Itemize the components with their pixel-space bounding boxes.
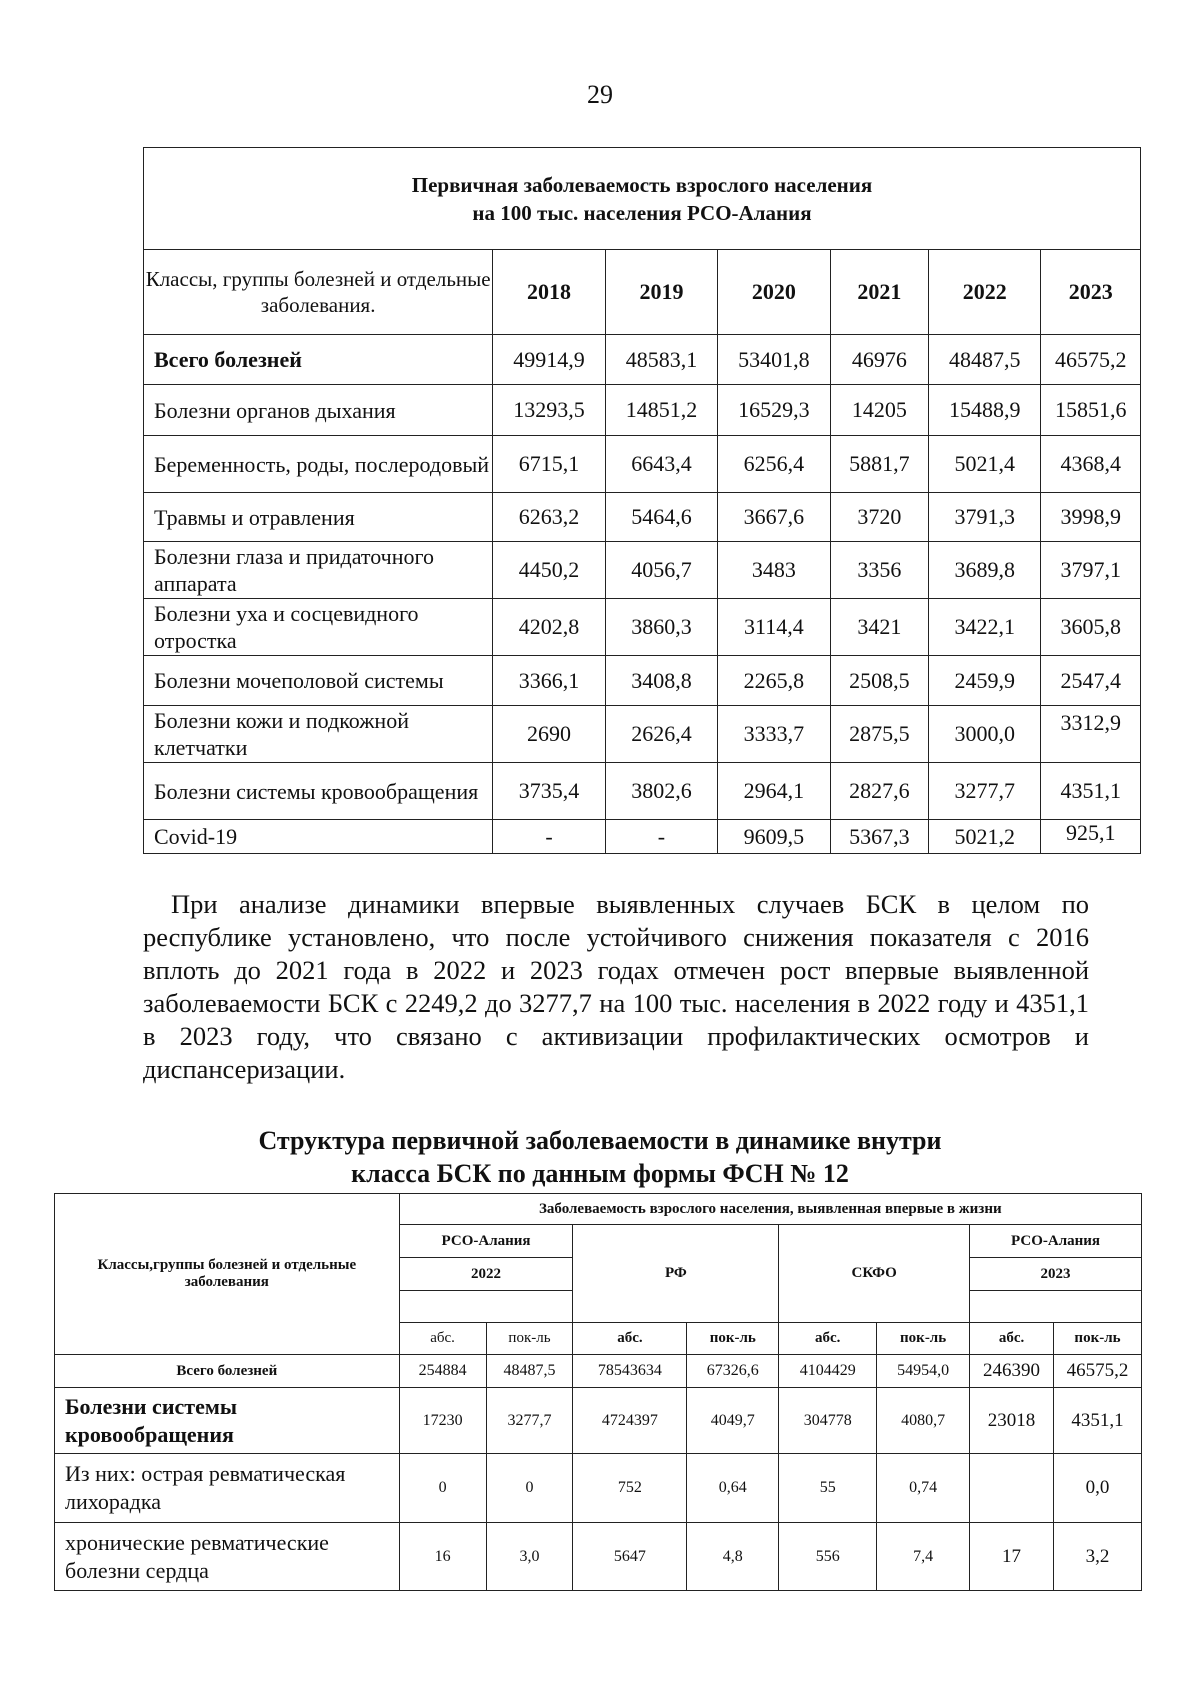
cell-value: 5021,2 — [929, 820, 1041, 854]
cell-value: 0,64 — [687, 1454, 779, 1523]
cell-value: 5021,4 — [929, 436, 1041, 493]
cell-value: 3366,1 — [493, 656, 605, 706]
table-row — [55, 1454, 1142, 1523]
abs-header: абс. — [399, 1323, 486, 1355]
year-header: 2022 — [399, 1258, 573, 1291]
row-label: Болезни глаза и придаточного аппарата — [144, 542, 493, 599]
table-row — [144, 493, 1141, 542]
cell-value: 9609,5 — [718, 820, 830, 854]
year-header: 2021 — [830, 250, 928, 335]
cell-value: 46575,2 — [1054, 1355, 1142, 1388]
cell-value: 4056,7 — [605, 542, 717, 599]
cell-value: 3667,6 — [718, 493, 830, 542]
pok-header: пок-ль — [1054, 1323, 1142, 1355]
row-label: Болезни системы кровообращения — [55, 1388, 400, 1454]
row-label: Всего болезней — [55, 1355, 400, 1388]
cell-value: 78543634 — [573, 1355, 687, 1388]
cell-value: 4080,7 — [877, 1388, 970, 1454]
cell-value: 49914,9 — [493, 335, 605, 385]
cell-value: 3312,9 — [1041, 706, 1141, 763]
cell-value: 2626,4 — [605, 706, 717, 763]
section-heading-line2: класса БСК по данным формы ФСН № 12 — [351, 1159, 849, 1188]
table-title-line1: Первичная заболеваемость взрослого населения — [411, 172, 873, 197]
cell-value: 4351,1 — [1041, 763, 1141, 820]
cell-value: 3605,8 — [1041, 599, 1141, 656]
year-header: 2018 — [493, 250, 605, 335]
cell-value: 3000,0 — [929, 706, 1041, 763]
cell-value: 23018 — [970, 1388, 1054, 1454]
cell-value: 3277,7 — [929, 763, 1041, 820]
row-label: Болезни мочеполовой системы — [144, 656, 493, 706]
top-header: Заболеваемость взрослого населения, выявленная впервые в жизни — [399, 1194, 1141, 1225]
table-row — [144, 436, 1141, 493]
pok-header: пок-ль — [486, 1323, 573, 1355]
cell-value: 3356 — [830, 542, 928, 599]
table-row — [144, 385, 1141, 436]
cell-value: 4049,7 — [687, 1388, 779, 1454]
cell-value: 4351,1 — [1054, 1388, 1142, 1454]
cell-value: 3735,4 — [493, 763, 605, 820]
table-row — [144, 335, 1141, 385]
table-title — [144, 148, 1141, 250]
cell-value: 16529,3 — [718, 385, 830, 436]
cell-value: 925,1 — [1041, 820, 1141, 854]
row-label: Болезни органов дыхания — [144, 385, 493, 436]
table-row — [144, 599, 1141, 656]
cell-value: - — [605, 820, 717, 854]
cell-value: 2265,8 — [718, 656, 830, 706]
cell-value: 3802,6 — [605, 763, 717, 820]
cell-value: 53401,8 — [718, 335, 830, 385]
cell-value: 304778 — [779, 1388, 877, 1454]
cell-value: 3483 — [718, 542, 830, 599]
cell-value: 3422,1 — [929, 599, 1041, 656]
table-header-row — [144, 250, 1141, 335]
rf-header: РФ — [573, 1225, 779, 1323]
cell-value: 15851,6 — [1041, 385, 1141, 436]
abs-header: абс. — [779, 1323, 877, 1355]
cell-value: 14851,2 — [605, 385, 717, 436]
cell-value: 3791,3 — [929, 493, 1041, 542]
cell-value: 2508,5 — [830, 656, 928, 706]
cell-value: 3333,7 — [718, 706, 830, 763]
cell-value: 54954,0 — [877, 1355, 970, 1388]
section-heading — [0, 1124, 1200, 1190]
cell-value: 2875,5 — [830, 706, 928, 763]
cell-value: 752 — [573, 1454, 687, 1523]
table-row — [55, 1355, 1142, 1388]
cell-value: 3860,3 — [605, 599, 717, 656]
table-row — [55, 1388, 1142, 1454]
cell-value: 4724397 — [573, 1388, 687, 1454]
empty-cell — [970, 1291, 1142, 1323]
row-label: Болезни системы кровообращения — [144, 763, 493, 820]
year-header: 2020 — [718, 250, 830, 335]
cell-value: 5464,6 — [605, 493, 717, 542]
region-header: РСО-Алания — [970, 1225, 1142, 1258]
cell-value: 3,0 — [486, 1523, 573, 1591]
cell-value: 3114,4 — [718, 599, 830, 656]
row-label: хронические ревматические болезни сердца — [55, 1523, 400, 1591]
cell-value: 16 — [399, 1523, 486, 1591]
cell-value: 48583,1 — [605, 335, 717, 385]
incidence-table — [143, 147, 1141, 854]
cell-value: 2547,4 — [1041, 656, 1141, 706]
cell-value: 6256,4 — [718, 436, 830, 493]
year-header: 2022 — [929, 250, 1041, 335]
cell-value: 556 — [779, 1523, 877, 1591]
row-label: Болезни уха и сосцевидного отростка — [144, 599, 493, 656]
cell-value: 46976 — [830, 335, 928, 385]
table-row — [144, 706, 1141, 763]
cell-value: 5367,3 — [830, 820, 928, 854]
cell-value: 3720 — [830, 493, 928, 542]
cell-value: 17 — [970, 1523, 1054, 1591]
cell-value: 3277,7 — [486, 1388, 573, 1454]
cell-value: 0,0 — [1054, 1454, 1142, 1523]
cell-value: 2690 — [493, 706, 605, 763]
cell-value: 3998,9 — [1041, 493, 1141, 542]
cell-value: 4368,4 — [1041, 436, 1141, 493]
region-header: РСО-Алания — [399, 1225, 573, 1258]
page-number: 29 — [587, 80, 613, 109]
table-row — [55, 1523, 1142, 1591]
row-label: Беременность, роды, послеродовый — [144, 436, 493, 493]
row-label: Covid-19 — [144, 820, 493, 854]
cell-value: 6263,2 — [493, 493, 605, 542]
cell-value: 15488,9 — [929, 385, 1041, 436]
cell-value: 3408,8 — [605, 656, 717, 706]
table-row — [144, 763, 1141, 820]
cell-value: 4,8 — [687, 1523, 779, 1591]
cell-value: 254884 — [399, 1355, 486, 1388]
header-label: Классы,группы болезней и отдельные заболевания — [55, 1194, 400, 1355]
cell-value: 48487,5 — [486, 1355, 573, 1388]
cell-value: 6643,4 — [605, 436, 717, 493]
cell-value — [970, 1454, 1054, 1523]
cell-value: 3,2 — [1054, 1523, 1142, 1591]
structure-table — [54, 1193, 1142, 1591]
cell-value: 4450,2 — [493, 542, 605, 599]
cell-value: 5647 — [573, 1523, 687, 1591]
cell-value: 0 — [486, 1454, 573, 1523]
body-paragraph: При анализе динамики впервые выявленных случаев БСК в целом по республике установлено, что после устойчивого снижения показателя с 2016 вплоть до 2021 года в 2022 и 2023 годах отмечен рост впервые выявленной заболеваемости БСК с 2249,2 до 3277,7 на 100 тыс. населения в 2022 году и 4351,1 в 2023 году, что связано с активизации профилактических осмотров и диспансеризации. — [143, 889, 1089, 1084]
abs-header: абс. — [970, 1323, 1054, 1355]
cell-value: 3797,1 — [1041, 542, 1141, 599]
table-row — [144, 820, 1141, 854]
cell-value: 17230 — [399, 1388, 486, 1454]
cell-value: 48487,5 — [929, 335, 1041, 385]
row-label: Из них: острая ревматическая лихорадка — [55, 1454, 400, 1523]
cell-value: 2964,1 — [718, 763, 830, 820]
cell-value: 246390 — [970, 1355, 1054, 1388]
cell-value: 2827,6 — [830, 763, 928, 820]
cell-value: 3689,8 — [929, 542, 1041, 599]
pok-header: пок-ль — [877, 1323, 970, 1355]
table-row — [144, 542, 1141, 599]
cell-value: - — [493, 820, 605, 854]
row-label: Всего болезней — [144, 335, 493, 385]
header-label: Классы, группы болезней и отдельные заболевания. — [144, 250, 493, 335]
cell-value: 0,74 — [877, 1454, 970, 1523]
year-header: 2019 — [605, 250, 717, 335]
abs-header: абс. — [573, 1323, 687, 1355]
cell-value: 14205 — [830, 385, 928, 436]
section-heading-line1: Структура первичной заболеваемости в динамике внутри — [258, 1126, 942, 1155]
table-row — [144, 656, 1141, 706]
cell-value: 4104429 — [779, 1355, 877, 1388]
empty-cell — [399, 1291, 573, 1323]
cell-value: 55 — [779, 1454, 877, 1523]
year-header: 2023 — [1041, 250, 1141, 335]
table-title-line2: на 100 тыс. населения РСО-Алания — [472, 200, 812, 225]
cell-value: 2459,9 — [929, 656, 1041, 706]
cell-value: 6715,1 — [493, 436, 605, 493]
cell-value: 13293,5 — [493, 385, 605, 436]
cell-value: 67326,6 — [687, 1355, 779, 1388]
cell-value: 5881,7 — [830, 436, 928, 493]
skfo-header: СКФО — [779, 1225, 970, 1323]
cell-value: 7,4 — [877, 1523, 970, 1591]
row-label: Травмы и отравления — [144, 493, 493, 542]
cell-value: 0 — [399, 1454, 486, 1523]
year-header: 2023 — [970, 1258, 1142, 1291]
row-label: Болезни кожи и подкожной клетчатки — [144, 706, 493, 763]
pok-header: пок-ль — [687, 1323, 779, 1355]
cell-value: 4202,8 — [493, 599, 605, 656]
cell-value: 46575,2 — [1041, 335, 1141, 385]
cell-value: 3421 — [830, 599, 928, 656]
